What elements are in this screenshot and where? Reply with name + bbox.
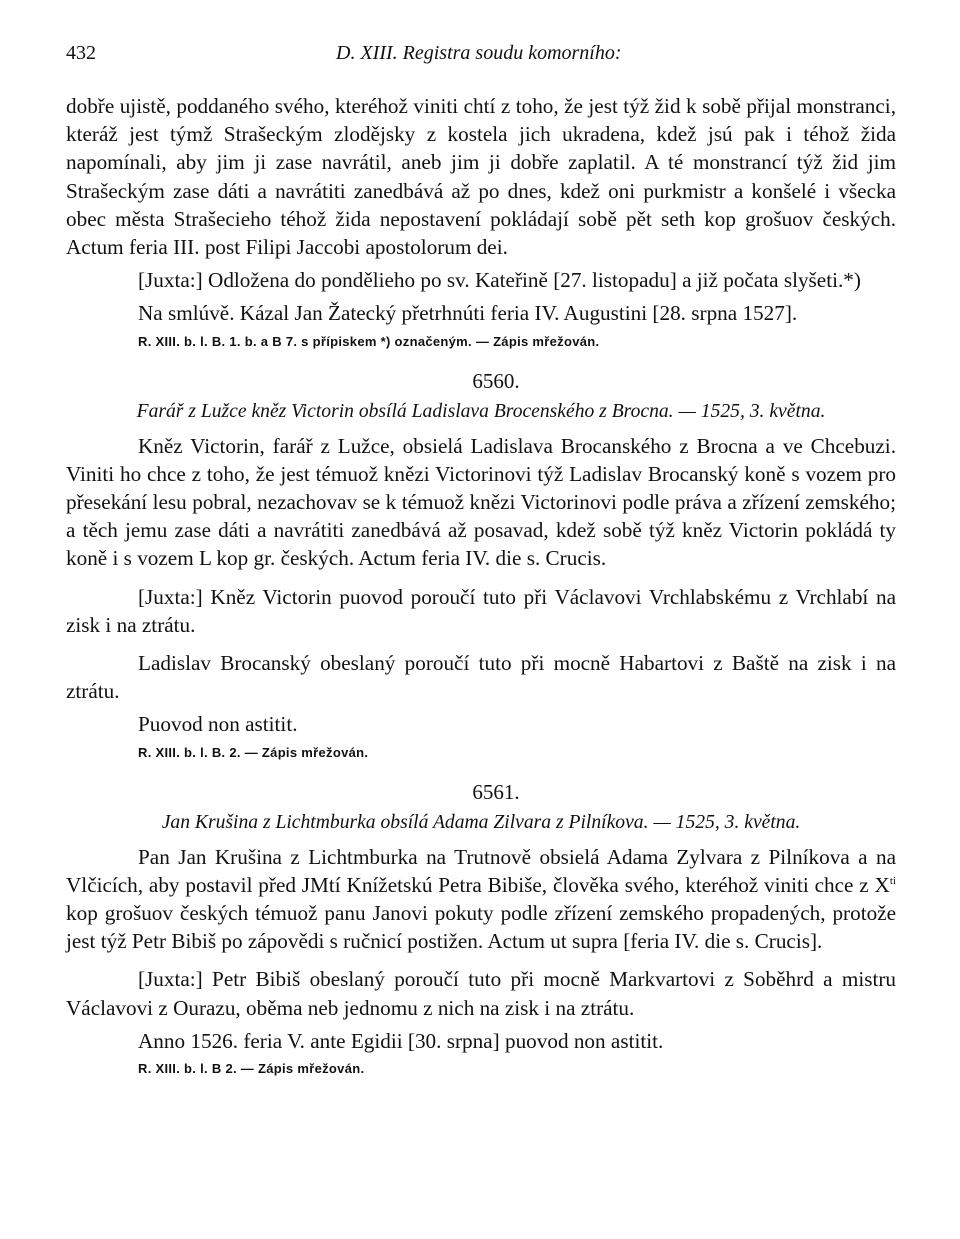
superscript: ti — [889, 874, 896, 887]
paragraph-outcome: Puovod non astitit. — [138, 712, 298, 737]
paragraph-text: kop grošuov českých témuož panu Janovi pokuty podle zřízení zemského propadených, protože jest týž Petr Bibiš po zápovědi s ručnicí postižen. Actum ut supra [feria IV. die s. Crucis]. — [66, 901, 896, 954]
source-note: R. XIII. b. l. B. 1. b. a B 7. s přípiskem *) označeným. — Zápis mřežován. — [138, 333, 600, 349]
paragraph-juxta: [Juxta:] Petr Bibiš obeslaný poroučí tuto při mocně Markvartovi z Soběhrd a mistru Václavovi z Ourazu, oběma neb jednomu z nich na zisk i na ztrátu. — [66, 967, 896, 1020]
paragraph-summons: Kněz Victorin, farář z Lužce, obsielá Ladislava Brocanského z Brocna a ve Chcebuzi. Viniti ho chce z toho, že jest témuož knězi Victorinovi týž Ladislav Brocanský koně s vozem pro přesekání lesu pobral, nezachovav se k témuož knězi Victorinovi podle práva a zřízení zemského; a těch jemu zase dáti a navrátiti zanedbává až posavad, kdež sobě týž kněz Victorin pokládá ty koně i s vozem L kop gr. českých. Actum feria IV. die s. Crucis. — [66, 433, 896, 571]
running-title: D. XIII. Registra soudu komorního: — [336, 42, 622, 64]
paragraph-continuation: dobře ujistě, poddaného svého, kteréhož viniti chtí z toho, že jest týž žid k sobě přijal monstranci, kteráž jest týmž Strašeckým zlodějsky z kostela jich ukradena, kdež jsú pak i téhož žida napomínali, aby jim ji zase navrátil, aneb jim ji dobře zaplatil. A té monstrancí týž žid jim Strašeckým zase dáti a navrátiti zanedbává až po dnes, kdež oni purkmistr a konšelé i všecka obec města Strašecieho téhož žida nepostavení pokládají sobě pět seth kop grošuov českých. Actum feria III. post Filipi Jaccobi apostolorum dei. — [66, 94, 896, 260]
entry-heading: Jan Krušina z Lichtmburka obsílá Adama Zilvara z Pilníkova. — 1525, 3. května. — [161, 811, 801, 833]
paragraph-juxta: [Juxta:] Kněz Victorin puovod poroučí tuto při Václavovi Vrchlabskému z Vrchlabí na zisk i na ztrátu. — [66, 584, 896, 637]
paragraph-settlement: Na smlúvě. Kázal Jan Žatecký přetrhnúti feria IV. Augustini [28. srpna 1527]. — [138, 301, 798, 326]
paragraph-defendant: Ladislav Brocanský obeslaný poroučí tuto při mocně Habartovi z Baště na zisk i na ztrátu. — [66, 651, 896, 704]
source-note: R. XIII. b. l. B 2. — Zápis mřežován. — [138, 1061, 365, 1077]
entry-number: 6561. — [472, 779, 520, 804]
entry-number: 6560. — [472, 368, 520, 393]
entry-heading: Farář z Lužce kněz Victorin obsílá Ladislava Brocenského z Brocna. — 1525, 3. května. — [136, 400, 826, 422]
page-number: 432 — [66, 42, 96, 64]
paragraph-outcome: Anno 1526. feria V. ante Egidii [30. srpna] puovod non astitit. — [138, 1028, 664, 1053]
paragraph-text: Pan Jan Krušina z Lichtmburka na Trutnově obsielá Adama Zylvara z Pilníkova a na Vlčicích, aby postavil před JMtí Knížetskú Petra Bibiše, člověka svého, kteréhož viniti chce z X — [66, 844, 896, 897]
running-header — [66, 42, 896, 72]
paragraph-juxta: [Juxta:] Odložena do pondělieho po sv. Kateřině [27. listopadu] a již počata slyšeti.*) — [138, 268, 861, 293]
source-note: R. XIII. b. l. B. 2. — Zápis mřežován. — [138, 744, 369, 760]
body-text — [66, 92, 896, 1081]
paragraph-summons — [66, 843, 896, 956]
